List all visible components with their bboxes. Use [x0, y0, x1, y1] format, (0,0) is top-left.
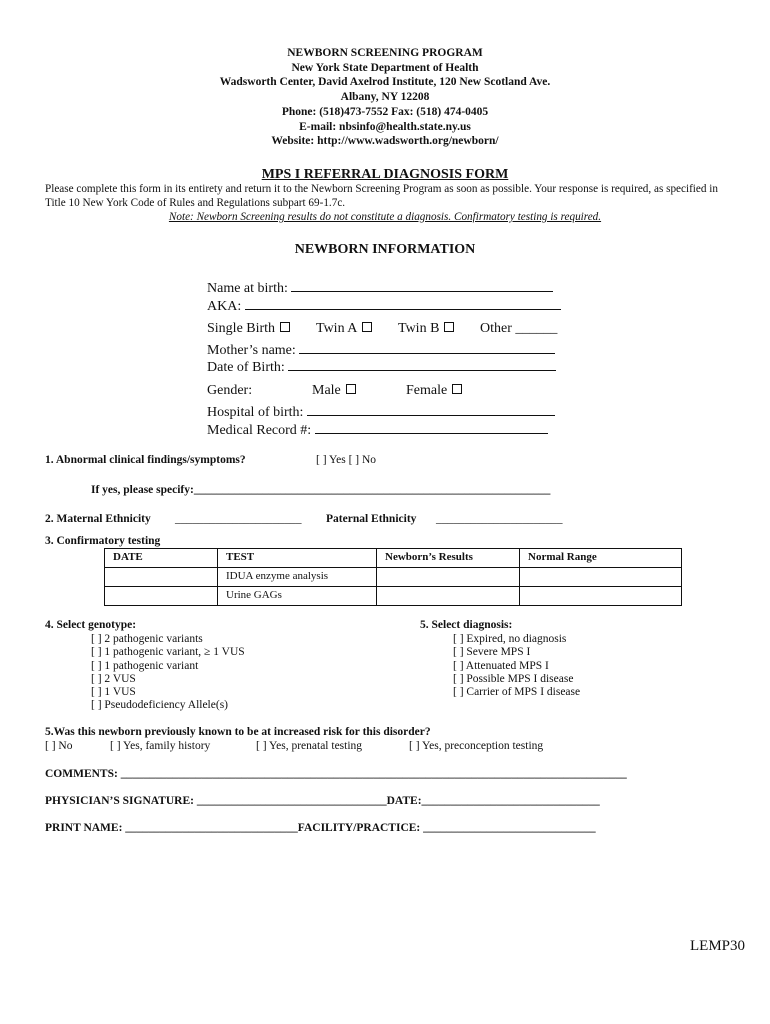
aka-label: AKA:: [207, 299, 242, 314]
header-line: NEWBORN SCREENING PROGRAM: [287, 47, 483, 59]
date-cell[interactable]: [105, 568, 218, 587]
twin-a-checkbox[interactable]: [362, 322, 372, 332]
q3-label: 3. Confirmatory testing: [45, 535, 161, 547]
table-header-row: [105, 549, 682, 568]
twin-b-checkbox[interactable]: [444, 322, 454, 332]
q1-options[interactable]: [ ] Yes [ ] No: [316, 454, 377, 466]
date-of-birth-field[interactable]: [288, 358, 556, 371]
date-cell[interactable]: [105, 587, 218, 606]
q5-label: 5. Select diagnosis:: [420, 619, 513, 631]
hospital-row: [207, 403, 555, 421]
genotype-option[interactable]: [ ] 1 pathogenic variant, ≥ 1 VUS: [91, 646, 245, 659]
twin-b-label: Twin B: [398, 321, 440, 336]
hospital-field[interactable]: [307, 403, 555, 416]
diagnosis-option[interactable]: [ ] Possible MPS I disease: [453, 672, 574, 685]
header-line: Phone: (518)473-7552 Fax: (518) 474-0405: [281, 105, 489, 118]
name-at-birth-label: Name at birth:: [207, 281, 288, 296]
test-cell: IDUA enzyme analysis: [218, 568, 377, 587]
maternal-ethnicity-field[interactable]: ______________________: [175, 513, 302, 525]
other-birth-option[interactable]: Other ______: [480, 321, 558, 336]
medical-record-label: Medical Record #:: [207, 423, 312, 438]
section-newborn-title: NEWBORN INFORMATION: [294, 242, 476, 257]
table-row: [105, 568, 682, 587]
results-cell[interactable]: [377, 587, 520, 606]
header-date: DATE: [105, 549, 218, 568]
twin-a-label: Twin A: [316, 321, 358, 336]
medical-record-row: [207, 421, 548, 439]
header-line: Albany, NY 12208: [340, 91, 430, 104]
genotype-option[interactable]: [ ] Pseudodeficiency Allele(s): [91, 699, 228, 712]
risk-option-prenatal[interactable]: [ ] Yes, prenatal testing: [256, 740, 363, 752]
single-birth-label: Single Birth: [207, 321, 276, 336]
header-test: TEST: [218, 549, 377, 568]
risk-option-preconception[interactable]: [ ] Yes, preconception testing: [409, 740, 544, 752]
test-cell: Urine GAGs: [218, 587, 377, 606]
q1-label: 1. Abnormal clinical findings/symptoms?: [45, 454, 246, 466]
diagnosis-option[interactable]: [ ] Carrier of MPS I disease: [453, 686, 581, 699]
form-code: LEMP30: [690, 938, 746, 954]
header-line: Wadsworth Center, David Axelrod Institute, 120 New Scotland Ave.: [219, 76, 551, 89]
diagnosis-option[interactable]: [ ] Severe MPS I: [453, 646, 531, 659]
male-checkbox[interactable]: [346, 384, 356, 394]
diagnosis-option[interactable]: [ ] Expired, no diagnosis: [453, 633, 567, 645]
genotype-options: [91, 633, 245, 713]
signature-date-field[interactable]: PHYSICIAN’S SIGNATURE: _________________________________DATE:_______________________________: [45, 795, 600, 807]
birth-type-row: [207, 321, 290, 337]
risk-option-no[interactable]: [ ] No: [45, 740, 73, 752]
diagnosis-option[interactable]: [ ] Attenuated MPS I: [453, 659, 549, 672]
medical-record-field[interactable]: [315, 421, 548, 434]
genotype-option[interactable]: [ ] 2 VUS: [91, 672, 136, 685]
results-cell[interactable]: [377, 568, 520, 587]
hospital-label: Hospital of birth:: [207, 405, 304, 420]
mothers-name-label: Mother’s name:: [207, 343, 296, 358]
header-line: Website: http://www.wadsworth.org/newborn/: [271, 135, 499, 148]
header-results: Newborn’s Results: [377, 549, 520, 568]
q1-specify[interactable]: If yes, please specify:______________________________________________________________: [91, 484, 551, 496]
female-checkbox[interactable]: [452, 384, 462, 394]
female-option: [406, 383, 462, 399]
aka-row: [207, 297, 561, 315]
header-normal-range: Normal Range: [520, 549, 682, 568]
header-line: E-mail: nbsinfo@health.state.ny.us: [299, 120, 471, 133]
single-birth-checkbox[interactable]: [280, 322, 290, 332]
q6-label: 5.Was this newborn previously known to be at increased risk for this disorder?: [45, 726, 431, 738]
genotype-option[interactable]: [ ] 1 VUS: [91, 686, 136, 699]
header-line: New York State Department of Health: [291, 61, 479, 74]
genotype-option[interactable]: [ ] 2 pathogenic variants: [91, 633, 203, 645]
q2-label: 2. Maternal Ethnicity: [45, 513, 151, 525]
male-option: [312, 383, 356, 399]
table-row: [105, 587, 682, 606]
mothers-name-field[interactable]: [299, 341, 555, 354]
paternal-ethnicity-field[interactable]: ______________________: [436, 513, 563, 525]
aka-field[interactable]: [245, 297, 561, 310]
male-label: Male: [312, 383, 341, 398]
intro-text: Please complete this form in its entirety and return it to the Newborn Screening Program as soon as possible. Your response is required, as specified in Title 10 New York Code of Rules and Regulations subpart 69-1.7c.: [45, 183, 718, 209]
print-name-facility-field[interactable]: PRINT NAME: ______________________________FACILITY/PRACTICE: ______________________________: [45, 822, 596, 834]
gender-label: Gender:: [207, 383, 253, 398]
confirmatory-testing-table: [104, 548, 682, 606]
date-of-birth-label: Date of Birth:: [207, 360, 285, 375]
diagnosis-options: [453, 633, 580, 699]
risk-option-family-history[interactable]: [ ] Yes, family history: [110, 740, 211, 752]
note-text: Note: Newborn Screening results do not constitute a diagnosis. Confirmatory testing is required.: [168, 211, 602, 223]
program-header: [0, 46, 770, 149]
twin-b-option: [398, 321, 454, 337]
genotype-option[interactable]: [ ] 1 pathogenic variant: [91, 659, 199, 672]
form-title: MPS I REFERRAL DIAGNOSIS FORM: [261, 167, 509, 182]
paternal-ethnicity-label: Paternal Ethnicity: [326, 513, 417, 525]
comments-field[interactable]: COMMENTS: ________________________________________________________________________________________: [45, 768, 627, 780]
name-at-birth-field[interactable]: [291, 279, 553, 292]
date-of-birth-row: [207, 358, 556, 376]
normal-range-cell[interactable]: [520, 568, 682, 587]
female-label: Female: [406, 383, 448, 398]
mothers-name-row: [207, 341, 555, 359]
twin-a-option: [316, 321, 372, 337]
q4-label: 4. Select genotype:: [45, 619, 137, 631]
normal-range-cell[interactable]: [520, 587, 682, 606]
name-at-birth-row: [207, 279, 553, 297]
